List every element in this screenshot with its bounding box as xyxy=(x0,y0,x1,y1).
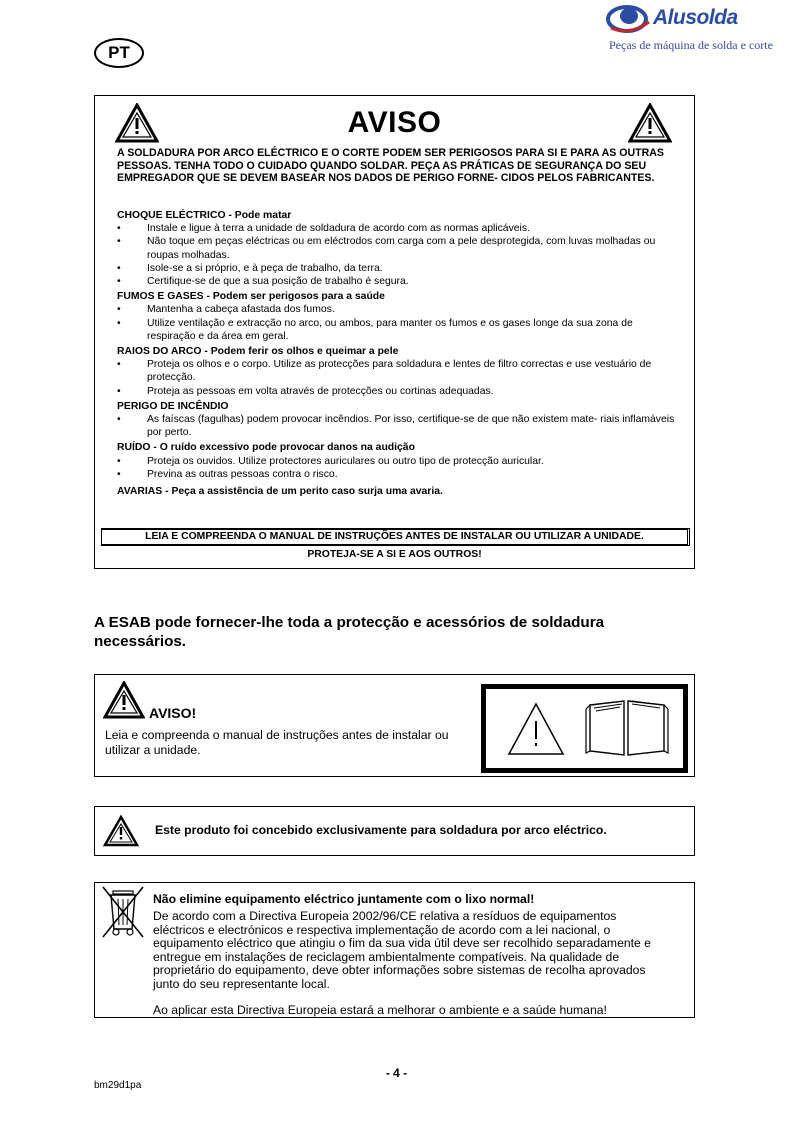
notice-text: Leia e compreenda o manual de instruções antes de instalar ou utilizar a unidade. xyxy=(105,728,449,757)
logo-tagline: Peças de máquina de solda e corte xyxy=(609,38,773,52)
esab-heading: A ESAB pode fornecer-lhe toda a protecção e acessórios de soldadura necessários. xyxy=(94,614,605,650)
crossed-bin-icon xyxy=(101,885,145,939)
warning-triangle-icon xyxy=(506,701,566,757)
list-item: • Mantenha a cabeça afastada dos fumos. xyxy=(117,303,677,316)
open-manual-icon xyxy=(584,697,670,759)
read-manual-banner: LEIA E COMPREENDA O MANUAL DE INSTRUÇÕES ANTES DE INSTALAR OU UTILIZAR A UNIDADE. xyxy=(101,529,688,545)
logo-swoosh-icon xyxy=(605,2,655,38)
list-item: • Proteja os ouvidos. Utilize protectores auriculares ou outro tipo de protecção auricular. xyxy=(117,455,677,468)
warning-sections xyxy=(117,207,677,498)
weee-title: Não elimine equipamento eléctrico juntamente com o lixo normal! xyxy=(153,892,535,906)
list-item: • Proteja os olhos e o corpo. Utilize as protecções para soldadura e lentes de filtro correctas e use vestuário de protecção. xyxy=(117,358,677,384)
weee-closing: Ao aplicar esta Directiva Europeia estará a melhorar o ambiente e a saúde humana! xyxy=(153,1003,607,1017)
warning-triangle-icon xyxy=(103,815,139,847)
arc-welding-notice-text: Este produto foi concebido exclusivamente para soldadura por arco eléctrico. xyxy=(155,823,607,837)
section-heading: RAIOS DO ARCO - Podem ferir os olhos e queimar a pele xyxy=(117,346,399,358)
notice-title: AVISO! xyxy=(149,705,197,721)
company-logo xyxy=(605,2,773,60)
section-heading: CHOQUE ELÉCTRICO - Pode matar xyxy=(117,210,292,221)
language-badge: PT xyxy=(94,38,144,68)
logo-name: Alusolda xyxy=(653,6,738,29)
main-warning-box xyxy=(94,95,695,569)
read-manual-notice-box xyxy=(94,674,695,777)
warning-triangle-icon xyxy=(103,681,145,719)
list-item: • Certifique-se de que a sua posição de trabalho é segura. xyxy=(117,275,677,288)
list-item: • Isole-se a si próprio, e à peça de trabalho, da terra. xyxy=(117,262,677,275)
arc-welding-notice-box xyxy=(94,806,695,856)
section-electric-shock xyxy=(117,209,677,288)
section-heading: FUMOS E GASES - Podem ser perigosos para a saúde xyxy=(117,291,385,303)
section-heading: PERIGO DE INCÊNDIO xyxy=(117,400,229,412)
list-item: • Utilize ventilação e extracção no arco, ou ambos, para manter os fumos e os gases longe da sua zona de respiração e da área em geral. xyxy=(117,317,677,343)
list-item: • Previna as outras pessoas contra o risco. xyxy=(117,468,677,481)
warning-title: AVISO xyxy=(347,106,442,139)
manual-symbol-panel xyxy=(481,684,688,773)
section-noise xyxy=(117,441,677,481)
malfunction-note: AVARIAS - Peça a assistência de um perito caso surja uma avaria. xyxy=(117,486,443,498)
section-heading: RUÍDO - O ruído excessivo pode provocar danos na audição xyxy=(117,442,415,454)
protect-yourself-line: PROTEJA-SE A SI E AOS OUTROS! xyxy=(307,549,482,560)
warning-triangle-icon xyxy=(628,103,672,143)
section-arc-rays xyxy=(117,345,677,398)
weee-disposal-box xyxy=(94,882,695,1018)
list-item: • Instale e ligue à terra a unidade de soldadura de acordo com as normas aplicáveis. xyxy=(117,222,677,235)
list-item: • Não toque em peças eléctricas ou em eléctrodos com carga com a pele desprotegida, com luvas molhadas ou roupas molhadas. xyxy=(117,235,677,261)
warning-intro: A SOLDADURA POR ARCO ELÉCTRICO E O CORTE PODEM SER PERIGOSOS PARA SI E PARA AS OUTRAS PESSOAS. TENHA TODO O CUIDADO QUANDO SOLDAR. PEÇA AS PRÁTICAS DE SEGURANÇA DO SEU EMPREGADOR QUE SE DEVEM BASEAR NOS DADOS DE PERIGO FORNE- CIDOS PELOS FABRICANTES. xyxy=(117,147,664,185)
list-item: • Proteja as pessoas em volta através de protecções ou cortinas adequadas. xyxy=(117,385,677,398)
weee-text: De acordo com a Directiva Europeia 2002/96/CE relativa a resíduos de equipamentos eléctricos e electrónicos e respectiva implementação de acordo com a lei nacional, o equipamento eléctrico que atingiu o fim da sua vida útil deve ser recolhido separadamente e entregue em instalações de reciclagem ambientalmente compatíveis. Na qualidade de proprietário do equipamento, deve obter informações sobre sistemas de recolha aprovados junto do seu representante local. xyxy=(153,909,651,991)
document-code: bm29d1pa xyxy=(94,1080,142,1091)
page-number: - 4 - xyxy=(385,1066,408,1080)
section-fumes-gases xyxy=(117,290,677,343)
section-fire-hazard xyxy=(117,400,677,440)
list-item: • As faíscas (fagulhas) podem provocar incêndios. Por isso, certifique-se de que não existem mate- riais inflamáveis por perto. xyxy=(117,413,677,439)
